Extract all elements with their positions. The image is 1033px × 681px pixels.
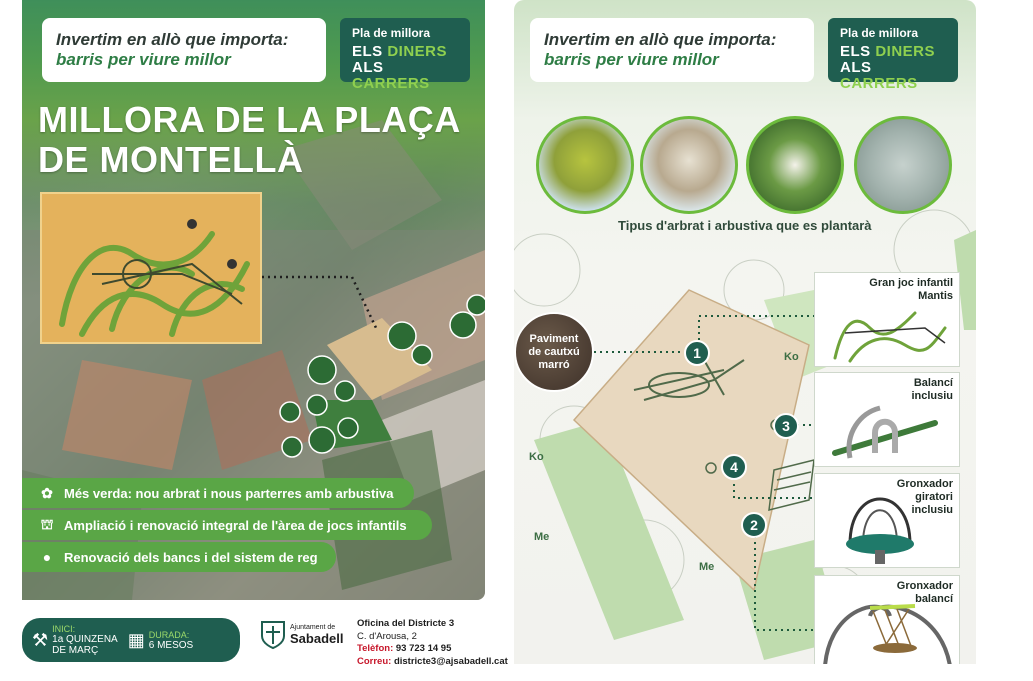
equipment-name-line: inclusiu xyxy=(911,390,953,402)
map-label: Me xyxy=(534,531,550,543)
right-poster xyxy=(514,0,976,664)
plant-white-blossom-tree xyxy=(640,116,738,214)
map-label: Me xyxy=(699,561,715,573)
start-value-2: DE MARÇ xyxy=(52,645,99,656)
equipment-card-mantis xyxy=(814,272,960,367)
logo-line-1: Ajuntament de xyxy=(290,624,336,631)
phone-number[interactable]: 93 723 14 95 xyxy=(395,643,452,654)
feature-benches xyxy=(22,542,336,572)
email-label: Correu: xyxy=(357,655,392,667)
feature-greener xyxy=(22,478,414,508)
marker-3: 3 xyxy=(773,413,799,439)
phone-label: Telèfon: xyxy=(357,643,394,654)
start-block xyxy=(32,624,118,656)
plan-name-accent: CARRERS xyxy=(352,75,430,92)
plant-yellow-tree xyxy=(536,116,634,214)
equipment-name-line: Gronxador xyxy=(896,580,953,592)
plan-name-part: ALS xyxy=(840,59,872,76)
equipment-name-line: Gronxador xyxy=(896,478,953,490)
equipment-card-balanci xyxy=(814,372,960,467)
office-info xyxy=(357,618,508,668)
tree-icon: ✿ xyxy=(41,484,53,501)
duration-label: DURADA: xyxy=(148,629,190,640)
plants-caption: Tipus d'arbrat i arbustiva que es plantarà xyxy=(618,218,872,233)
plant-silver-shrub xyxy=(854,116,952,214)
city-shield-icon xyxy=(260,620,286,650)
left-poster xyxy=(22,0,485,600)
marker-1: 1 xyxy=(684,340,710,366)
equipment-name-line: Mantis xyxy=(918,290,953,302)
feature-label: Més verda: nou arbrat i nous parterres amb arbustiva xyxy=(64,485,394,501)
slogan-line-1: Invertim en allò que importa: xyxy=(56,30,289,49)
plan-name-part: ELS xyxy=(840,43,876,60)
equipment-name-line: inclusiu xyxy=(911,504,953,516)
logo-line-2: Sabadell xyxy=(290,631,344,646)
plan-label: Pla de millora xyxy=(352,26,431,40)
page-title-line-1: MILLORA DE LA PLAÇA xyxy=(38,99,461,140)
equipment-card-gronxador-balanci xyxy=(814,575,960,664)
schedule-pill xyxy=(22,618,240,662)
equipment-name-line: Gran joc infantil xyxy=(869,277,953,289)
plan-name-accent: DINERS xyxy=(387,43,448,60)
duration-value: 6 MESOS xyxy=(148,639,194,651)
plan-label: Pla de millora xyxy=(840,26,919,40)
water-drop-icon: ● xyxy=(42,549,52,565)
marker-2: 2 xyxy=(741,512,767,538)
feature-label: Renovació dels bancs i del sistem de reg xyxy=(64,549,318,565)
slogan-line-2: barris per viure millor xyxy=(544,50,719,69)
playground-icon: ⛫ xyxy=(40,515,54,532)
plan-name-part: ELS xyxy=(352,43,388,60)
duration-block xyxy=(128,630,193,651)
equipment-name-line: giratori xyxy=(915,491,953,503)
equipment-card-gronxador-giratori xyxy=(814,473,960,568)
marker-4: 4 xyxy=(721,454,747,480)
spinner-illustration xyxy=(815,474,961,569)
slogan-line-2: barris per viure millor xyxy=(56,50,231,69)
feature-label: Ampliació i renovació integral de l'àrea de jocs infantils xyxy=(64,517,407,533)
seesaw-illustration xyxy=(815,373,961,468)
plan-name-part: ALS xyxy=(352,59,384,76)
paviment-badge: Paviment de cautxú marró xyxy=(514,312,594,392)
start-label: INICI: xyxy=(52,624,76,634)
plan-name-accent: CARRERS xyxy=(840,75,918,92)
feature-playground xyxy=(22,510,432,540)
email-link[interactable]: districte3@ajsabadell.cat xyxy=(393,655,508,667)
plan-name-accent: DINERS xyxy=(875,43,936,60)
mantis-illustration xyxy=(815,273,961,368)
start-value: 1a QUINZENA xyxy=(52,634,118,645)
sabadell-logo xyxy=(260,620,343,650)
map-label: Ko xyxy=(784,351,799,363)
worker-icon: ⚒ xyxy=(32,629,49,650)
swing-illustration xyxy=(815,576,961,664)
page-title-line-2: DE MONTELLÀ xyxy=(38,139,304,180)
slogan-line-1: Invertim en allò que importa: xyxy=(544,30,777,49)
office-address: C. d'Arousa, 2 xyxy=(357,630,417,642)
equipment-name-line: balancí xyxy=(915,593,953,605)
plant-white-flower-shrub xyxy=(746,116,844,214)
calendar-icon: ▦ xyxy=(127,629,145,650)
equipment-name-line: Balancí xyxy=(913,377,953,389)
map-label: Ko xyxy=(529,451,544,463)
office-name: Oficina del Districte 3 xyxy=(357,618,455,629)
